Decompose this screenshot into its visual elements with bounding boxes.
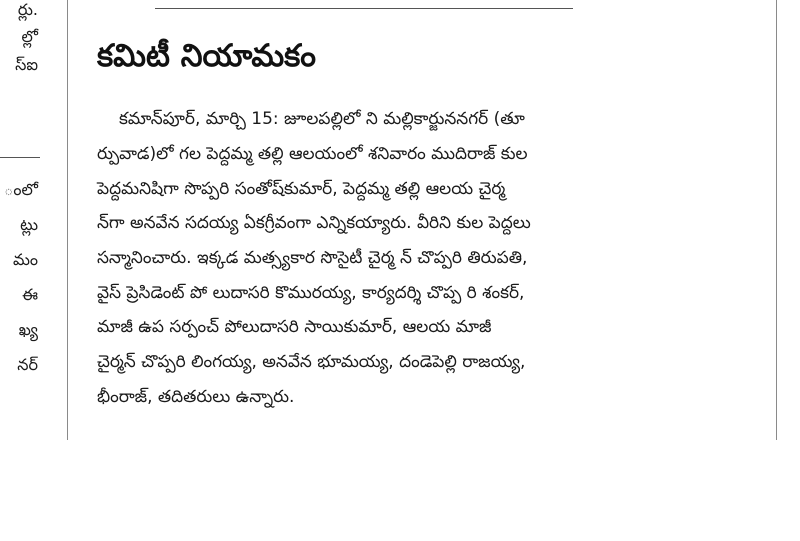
article-line-text: ర్పువాడ)లో గల పెద్దమ్మ తల్లి ఆలయంలో శనివారం ముదిరాజ్ కుల bbox=[97, 144, 528, 165]
fragment-text: నర్ bbox=[17, 355, 38, 374]
article-line bbox=[97, 104, 747, 139]
article-line-text: న్‌గా అనవేన సదయ్య ఏకగ్రీవంగా ఎన్నికయ్యారు. వీరిని కుల పెద్దలు bbox=[97, 213, 531, 234]
article-line bbox=[97, 312, 747, 347]
fragment-text: ర్లు. bbox=[17, 0, 38, 19]
adjacent-column-fragment bbox=[0, 0, 40, 450]
fragment-text: ల్లో bbox=[21, 27, 38, 46]
article-line bbox=[97, 243, 747, 278]
fragment-text: ంలో bbox=[4, 180, 38, 199]
article-line bbox=[97, 139, 747, 174]
article-line bbox=[97, 173, 747, 208]
fragment-text: ఖ్య bbox=[18, 320, 38, 339]
article-line bbox=[97, 382, 747, 417]
article-line bbox=[97, 208, 747, 243]
column-divider bbox=[0, 157, 40, 158]
article-line-text: పెద్దమనిషిగా సొప్పరి సంతోష్‌కుమార్, పెద్దమ్మ తల్లి ఆలయ చైర్మ bbox=[97, 178, 506, 199]
article-line-text: భీంరాజ్, తదితరులు ఉన్నారు. bbox=[97, 386, 295, 407]
article-body bbox=[97, 104, 747, 416]
article-line-text: చైర్మన్ చొప్పరి లింగయ్య, అనవేన భూమయ్య, దండెపెల్లి రాజయ్య, bbox=[97, 352, 526, 373]
fragment-text: మం bbox=[12, 250, 38, 269]
article-line bbox=[97, 347, 747, 382]
fragment-text: ట్లు bbox=[20, 215, 38, 234]
article-line-text: మాజీ ఉప సర్పంచ్ పోలుదాసరి సాయికుమార్, ఆలయ మాజీ bbox=[97, 317, 492, 338]
article-line-text: వైస్ ప్రెసిడెంట్ పో లుదాసరి కొమురయ్య, కార్యదర్శి చొప్ప రి శంకర్, bbox=[97, 282, 525, 303]
article-line-text: కమాన్‌పూర్, మార్చి 15: జూలపల్లిలో ని మల్లికార్జుననగర్ (తూ bbox=[119, 109, 525, 130]
article-line-text: సన్మానించారు. ఇక్కడ మత్స్యకార సొసైటీ చైర్మ న్ చొప్పరి తిరుపతి, bbox=[97, 248, 528, 269]
column-rule bbox=[67, 0, 68, 440]
section-rule bbox=[155, 8, 573, 9]
article-headline: కమిటీ నియామకం bbox=[97, 38, 317, 74]
article-line bbox=[97, 277, 747, 312]
fragment-text: ఈ bbox=[22, 285, 38, 304]
column-rule bbox=[776, 0, 777, 440]
fragment-text: స్ఐ bbox=[15, 55, 38, 74]
